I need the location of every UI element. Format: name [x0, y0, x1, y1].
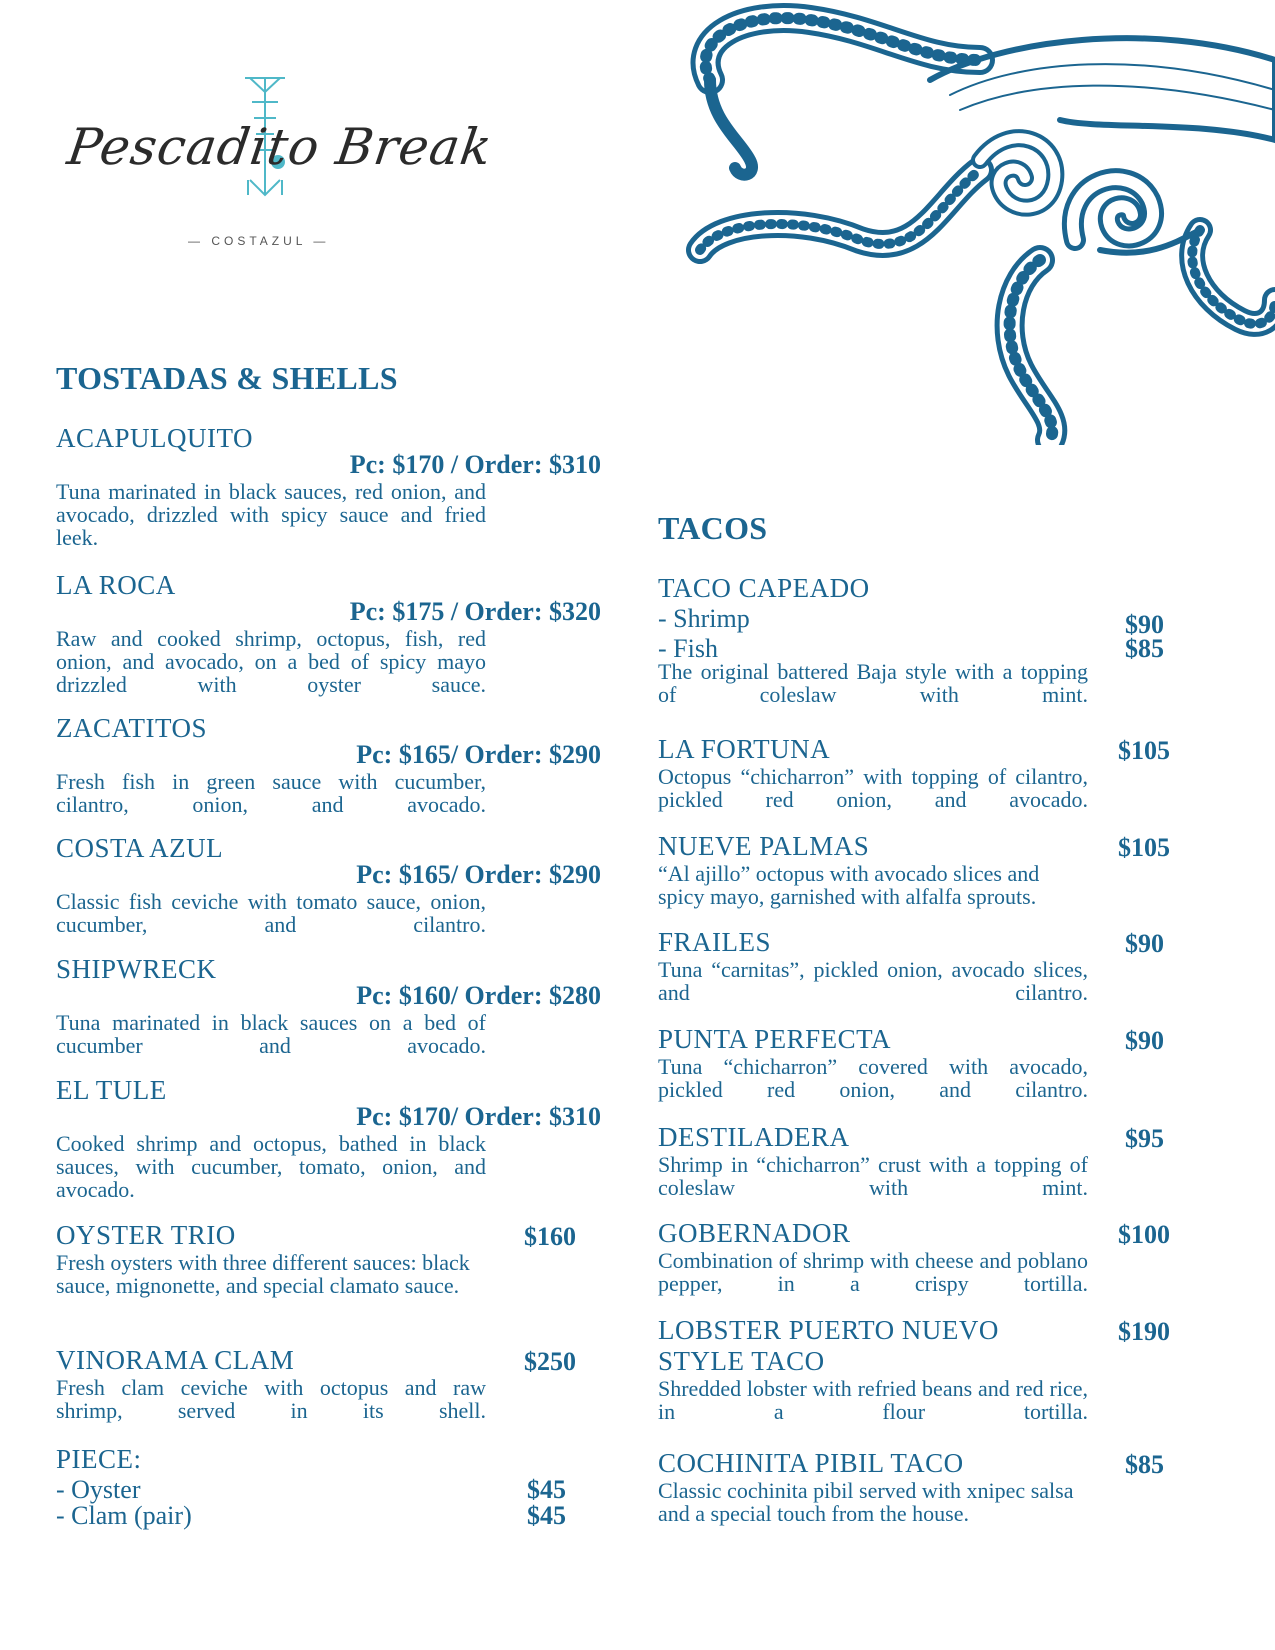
item-price: $160: [524, 1222, 576, 1251]
item-description: Fresh clam ceviche with octopus and raw shrimp, served in its shell.: [56, 1375, 486, 1423]
menu-item: [56, 713, 601, 816]
item-name: LOBSTER PUERTO NUEVO STYLE TACO: [658, 1315, 999, 1376]
item-price: $90: [1125, 929, 1164, 958]
menu-item: [56, 423, 601, 549]
item-name: LA FORTUNA: [658, 734, 831, 764]
brand-subtitle: — COSTAZUL —: [188, 234, 330, 248]
item-price: Pc: $175 / Order: $320: [349, 597, 601, 626]
brand-name: Pescadito Break: [63, 118, 496, 176]
item-price: $95: [1125, 1124, 1164, 1153]
menu-item: [658, 1024, 1164, 1101]
menu-item: [56, 1220, 576, 1297]
piece-price: $45: [527, 1475, 566, 1504]
item-price: $190: [1118, 1317, 1170, 1346]
variant-name: - Fish: [658, 634, 718, 663]
variant-row: [658, 604, 1170, 639]
item-description: Cooked shrimp and octopus, bathed in black sauces, with cucumber, tomato, onion, and avocado.: [56, 1131, 486, 1202]
item-description: Shredded lobster with refried beans and red rice, in a flour tortilla.: [658, 1376, 1088, 1424]
menu-item: [658, 831, 1170, 908]
variant-row: [658, 634, 1170, 663]
item-description: Classic cochinita pibil served with xnipec salsa and a special touch from the house.: [658, 1478, 1074, 1526]
menu-item: [658, 573, 1170, 706]
menu-item: [658, 1218, 1170, 1295]
item-description: Classic fish ceviche with tomato sauce, onion, cucumber, and cilantro.: [56, 889, 486, 937]
item-description: Raw and cooked shrimp, octopus, fish, red onion, and avocado, on a bed of spicy mayo drizzled with oyster sauce.: [56, 626, 486, 697]
item-description: Combination of shrimp with cheese and poblano pepper, in a crispy tortilla.: [658, 1248, 1088, 1296]
item-price: Pc: $160/ Order: $280: [356, 981, 601, 1010]
variant-price: $85: [1125, 634, 1164, 663]
variant-name: - Shrimp: [658, 604, 750, 633]
item-name: OYSTER TRIO: [56, 1220, 236, 1250]
item-description: Tuna “chicharron” covered with avocado, pickled red onion, and cilantro.: [658, 1054, 1088, 1102]
octopus-illustration-icon: [680, 0, 1275, 445]
menu-item: [658, 1448, 1164, 1525]
item-name: ZACATITOS: [56, 713, 208, 743]
section-title-tacos: TACOS: [658, 510, 768, 546]
item-name: COSTA AZUL: [56, 833, 224, 863]
item-name: VINORAMA CLAM: [56, 1345, 295, 1375]
piece-name: - Oyster: [56, 1475, 141, 1504]
item-price: Pc: $170 / Order: $310: [349, 450, 601, 479]
item-price: $250: [524, 1347, 576, 1376]
item-description: Octopus “chicharron” with topping of cilantro, pickled red onion, and avocado.: [658, 764, 1088, 812]
item-description: Fresh fish in green sauce with cucumber, cilantro, onion, and avocado.: [56, 769, 486, 817]
item-name: PUNTA PERFECTA: [658, 1024, 891, 1054]
item-name: DESTILADERA: [658, 1122, 850, 1152]
item-name: SHIPWRECK: [56, 954, 217, 984]
item-description: Tuna “carnitas”, pickled onion, avocado slices, and cilantro.: [658, 957, 1088, 1005]
piece-label: PIECE:: [56, 1444, 142, 1474]
item-description: The original battered Baja style with a topping of coleslaw with mint.: [658, 659, 1088, 707]
piece-row: [56, 1501, 566, 1530]
item-name: ACAPULQUITO: [56, 423, 254, 453]
item-price: Pc: $165/ Order: $290: [356, 860, 601, 889]
menu-item: [56, 954, 601, 1057]
item-description: “Al ajillo” octopus with avocado slices and spicy mayo, garnished with alfalfa sprouts.: [658, 861, 1040, 909]
variant-price: $90: [1125, 610, 1164, 639]
menu-item: [56, 1075, 601, 1201]
menu-item: [658, 1122, 1164, 1199]
item-description: Shrimp in “chicharron” crust with a topping of coleslaw with mint.: [658, 1152, 1088, 1200]
menu-item: [56, 833, 601, 936]
piece-name: - Clam (pair): [56, 1501, 192, 1530]
menu-item: [658, 1315, 1170, 1423]
item-price: Pc: $170/ Order: $310: [356, 1102, 601, 1131]
menu-item: [56, 570, 601, 696]
item-price: $100: [1118, 1220, 1170, 1249]
item-price: Pc: $165/ Order: $290: [356, 740, 601, 769]
section-title-tostadas: TOSTADAS & SHELLS: [56, 360, 398, 396]
menu-item: [658, 734, 1170, 811]
item-name: LA ROCA: [56, 570, 176, 600]
item-name: GOBERNADOR: [658, 1218, 851, 1248]
item-description: Tuna marinated in black sauces, red onion, and avocado, drizzled with spicy sauce and fried leek.: [56, 479, 486, 550]
brand-logo: [60, 70, 500, 270]
piece-list: [56, 1444, 566, 1530]
item-name: COCHINITA PIBIL TACO: [658, 1448, 964, 1478]
menu-item: [56, 1345, 576, 1422]
item-name: FRAILES: [658, 927, 772, 957]
item-name: TACO CAPEADO: [658, 573, 870, 603]
piece-row: [56, 1475, 566, 1504]
item-name: NUEVE PALMAS: [658, 831, 870, 861]
item-price: $105: [1118, 736, 1170, 765]
item-description: Tuna marinated in black sauces on a bed of cucumber and avocado.: [56, 1010, 486, 1058]
item-price: $105: [1118, 833, 1170, 862]
item-description: Fresh oysters with three different sauces: black sauce, mignonette, and special clamato sauce.: [56, 1250, 470, 1298]
item-price: $85: [1125, 1450, 1164, 1479]
item-price: $90: [1125, 1026, 1164, 1055]
piece-price: $45: [527, 1501, 566, 1530]
menu-item: [658, 927, 1164, 1004]
item-name: EL TULE: [56, 1075, 167, 1105]
